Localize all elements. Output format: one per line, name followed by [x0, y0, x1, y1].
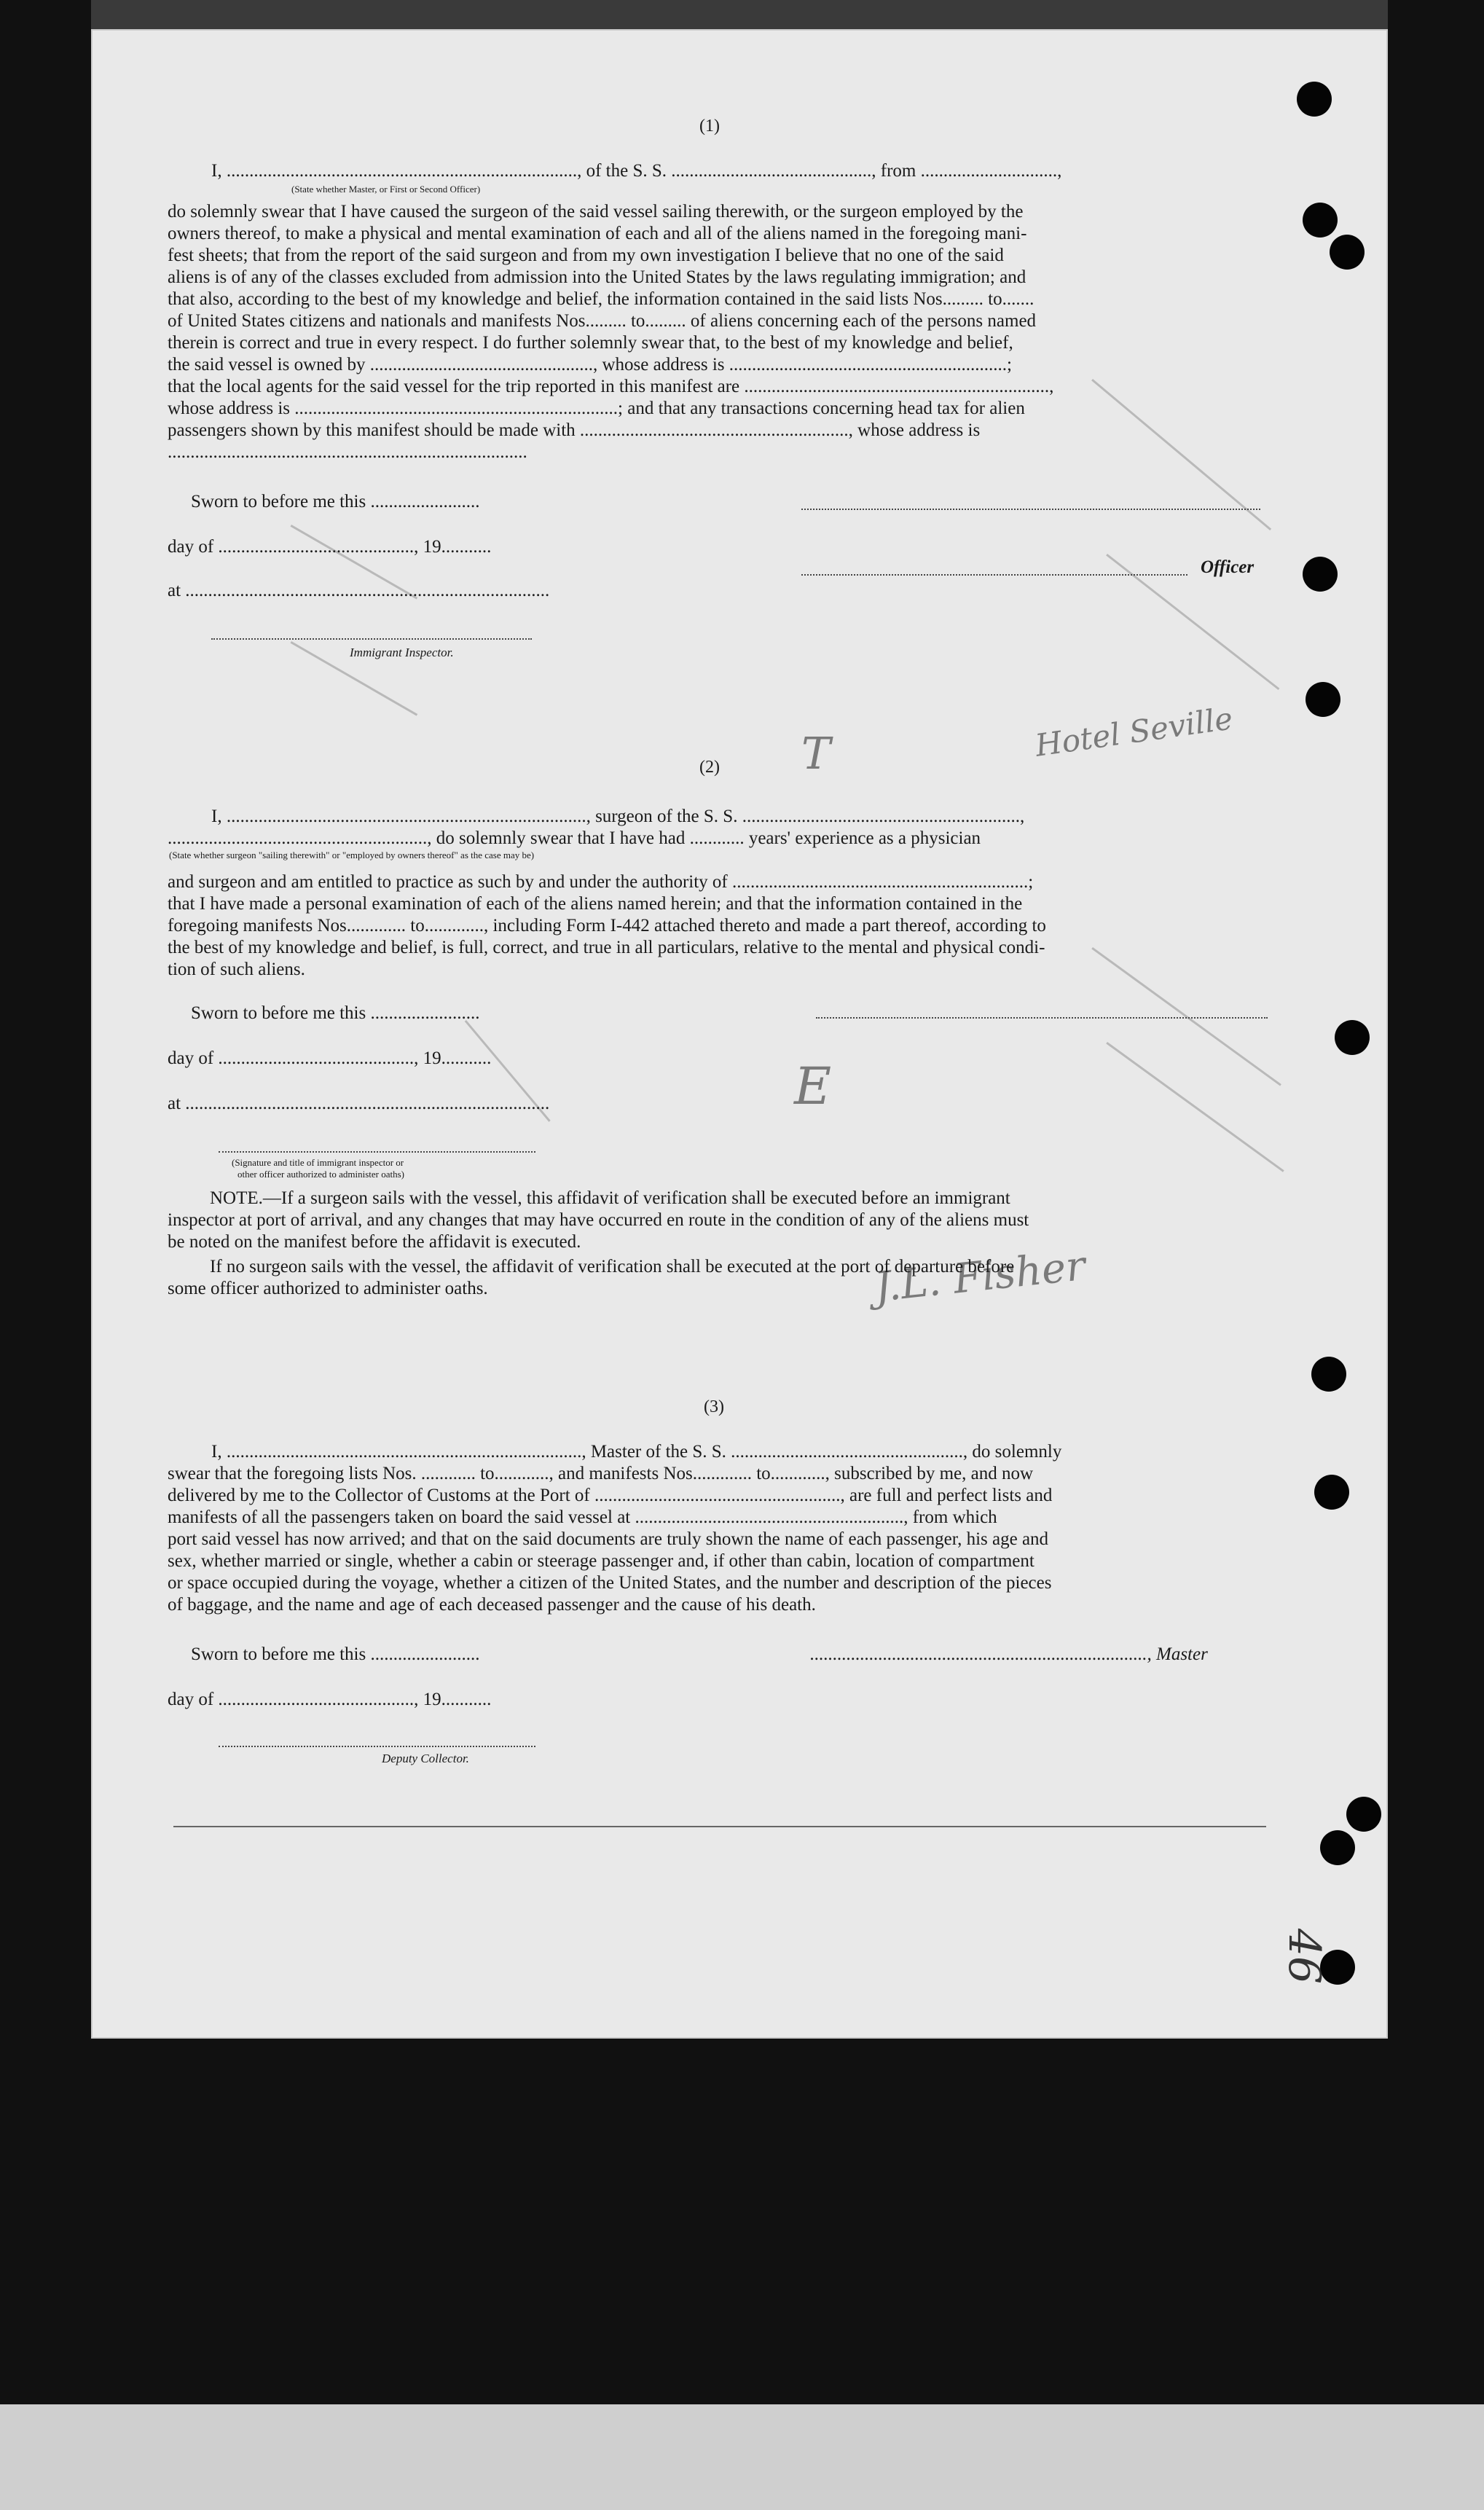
note-line: inspector at port of arrival, and any changes that may have occurred en route in the condition of any of the aliens must — [168, 1210, 1029, 1230]
section-2-body-line: the best of my knowledge and belief, is full, correct, and true in all particulars, relative to the mental and physical condi- — [168, 938, 1045, 957]
section-2-caption: (State whether surgeon "sailing therewith" or "employed by owners thereof" as the case may be) — [169, 850, 535, 860]
scan-bottom-strip — [0, 2404, 1484, 2510]
page-number: 46 — [1279, 1928, 1330, 1985]
surgeon-signature-line — [816, 1017, 1268, 1019]
officer-signature-line-2 — [801, 574, 1187, 576]
section-1-body-line: that the local agents for the said vessel for the trip reported in this manifest are ..................................................................., — [168, 377, 1054, 396]
section-2-body-line: and surgeon and am entitled to practice as such by and under the authority of .................................................................; — [168, 872, 1034, 892]
punch-hole — [1346, 1797, 1381, 1832]
officer-signature-line — [219, 1151, 535, 1153]
section-1-body-line: passengers shown by this manifest should be made with ..........................................................., whose address is — [168, 420, 981, 440]
section-1-body-line: fest sheets; that from the report of the said surgeon and from my own investigation I believe that no one of the said — [168, 246, 1004, 265]
section-2-signature-caption-b: other officer authorized to administer oaths) — [237, 1169, 404, 1180]
section-1-body-line: of United States citizens and nationals and manifests Nos......... to......... of aliens concerning each of the persons named — [168, 311, 1037, 331]
inspector-signature-line — [211, 638, 532, 640]
section-3-body-line: port said vessel has now arrived; and that on the said documents are truly shown the name of each passenger, his age and — [168, 1529, 1049, 1549]
master-signature-label: .........................................................................., Master — [810, 1644, 1208, 1664]
section-2-body-line: tion of such aliens. — [168, 960, 305, 979]
section-2-body-line: that I have made a personal examination of each of the aliens named herein; and that the information contained in the — [168, 894, 1023, 914]
section-1-first-line: I, ............................................................................., of the S. S. ............................................, from .............................., — [211, 161, 1062, 181]
section-1-first-line-caption: (State whether Master, or First or Second Officer) — [291, 184, 481, 195]
section-1-sworn: Sworn to before me this ........................ — [191, 492, 480, 511]
section-1-at: at ................................................................................ — [168, 581, 550, 600]
scan-top-edge — [91, 0, 1388, 29]
section-3-day: day of ..........................................., 19........... — [168, 1690, 492, 1709]
note-line: If no surgeon sails with the vessel, the affidavit of verification shall be executed at the port of departure before — [210, 1257, 1015, 1276]
handwritten-mark: E — [794, 1056, 832, 1116]
punch-hole — [1311, 1357, 1346, 1392]
section-1-body-line: the said vessel is owned by ................................................., whose address is .............................................................; — [168, 355, 1012, 374]
bottom-divider — [173, 1826, 1266, 1827]
section-3-body-line: swear that the foregoing lists Nos. ............ to............, and manifests Nos............. to............, subscribed by me, and now — [168, 1464, 1034, 1483]
note-line: be noted on the manifest before the affidavit is executed. — [168, 1232, 581, 1252]
note-line: NOTE.—If a surgeon sails with the vessel, this affidavit of verification shall be executed before an immigrant — [210, 1188, 1010, 1208]
officer-label: Officer — [1201, 557, 1255, 577]
section-3-body-line: sex, whether married or single, whether a cabin or steerage passenger and, if other than cabin, location of compartment — [168, 1551, 1035, 1571]
section-2-signature-caption-a: (Signature and title of immigrant inspector or — [232, 1157, 404, 1168]
section-2-second-line: ........................................................., do solemnly swear that I have had ............ years' experience as a physician — [168, 828, 981, 848]
punch-hole — [1335, 1020, 1370, 1055]
section-3-number: (3) — [704, 1397, 724, 1416]
inspector-caption: Immigrant Inspector. — [350, 646, 454, 659]
section-3-body-line: or space occupied during the voyage, whether a citizen of the United States, and the number and description of the pieces — [168, 1573, 1052, 1593]
section-1-body-line: do solemnly swear that I have caused the surgeon of the said vessel sailing therewith, or the surgeon employed by the — [168, 202, 1024, 221]
handwritten-mark: T — [801, 729, 831, 780]
handwritten-signature: J.L. Fisher — [872, 1242, 1088, 1311]
section-1-body-line: that also, according to the best of my knowledge and belief, the information contained in the said lists Nos......... to....... — [168, 289, 1035, 309]
section-3-body-line: of baggage, and the name and age of each deceased passenger and the cause of his death. — [168, 1595, 816, 1615]
handwritten-note: Hotel Seville — [1032, 700, 1236, 764]
section-2-sworn: Sworn to before me this ........................ — [191, 1003, 480, 1023]
punch-hole — [1297, 82, 1332, 117]
section-1-body-line: therein is correct and true in every respect. I do further solemnly swear that, to the best of my knowledge and belief, — [168, 333, 1013, 353]
section-1-body-line: whose address is .......................................................................; and that any transactions concerning head tax for alien — [168, 399, 1025, 418]
section-2-day: day of ..........................................., 19........... — [168, 1048, 492, 1068]
punch-hole — [1320, 1830, 1355, 1865]
punch-hole — [1314, 1475, 1349, 1510]
section-3-sworn: Sworn to before me this ........................ — [191, 1644, 480, 1664]
section-3-body-line: manifests of all the passengers taken on board the said vessel at ..........................................................., from which — [168, 1507, 997, 1527]
section-1-body-line: aliens is of any of the classes excluded from admission into the United States by the laws regulating immigration; and — [168, 267, 1026, 287]
section-1-day: day of ..........................................., 19........... — [168, 537, 492, 557]
collector-signature-line — [219, 1746, 535, 1747]
section-2-at: at ................................................................................ — [168, 1094, 550, 1113]
section-2-first-line: I, ..............................................................................., surgeon of the S. S. ............................................................., — [211, 807, 1025, 826]
punch-hole — [1303, 203, 1338, 238]
officer-signature-line-1 — [801, 509, 1260, 510]
section-1-number: (1) — [699, 117, 720, 136]
punch-hole — [1306, 682, 1340, 717]
section-1-body-line: ............................................................................... — [168, 442, 527, 462]
section-3-body-line: delivered by me to the Collector of Customs at the Port of ......................................................, are full and perfect lists and — [168, 1486, 1053, 1505]
note-line: some officer authorized to administer oaths. — [168, 1279, 488, 1298]
section-2-body-line: foregoing manifests Nos............. to............., including Form I-442 attached thereto and made a part thereof, according to — [168, 916, 1046, 936]
punch-hole — [1303, 557, 1338, 592]
section-1-body-line: owners thereof, to make a physical and mental examination of each and all of the aliens named in the foregoing mani- — [168, 224, 1027, 243]
punch-hole — [1330, 235, 1365, 270]
section-2-number: (2) — [699, 758, 720, 777]
collector-caption: Deputy Collector. — [382, 1752, 469, 1765]
section-3-body-line: I, .............................................................................., Master of the S. S. ..................................................., do solemnly — [211, 1442, 1062, 1462]
